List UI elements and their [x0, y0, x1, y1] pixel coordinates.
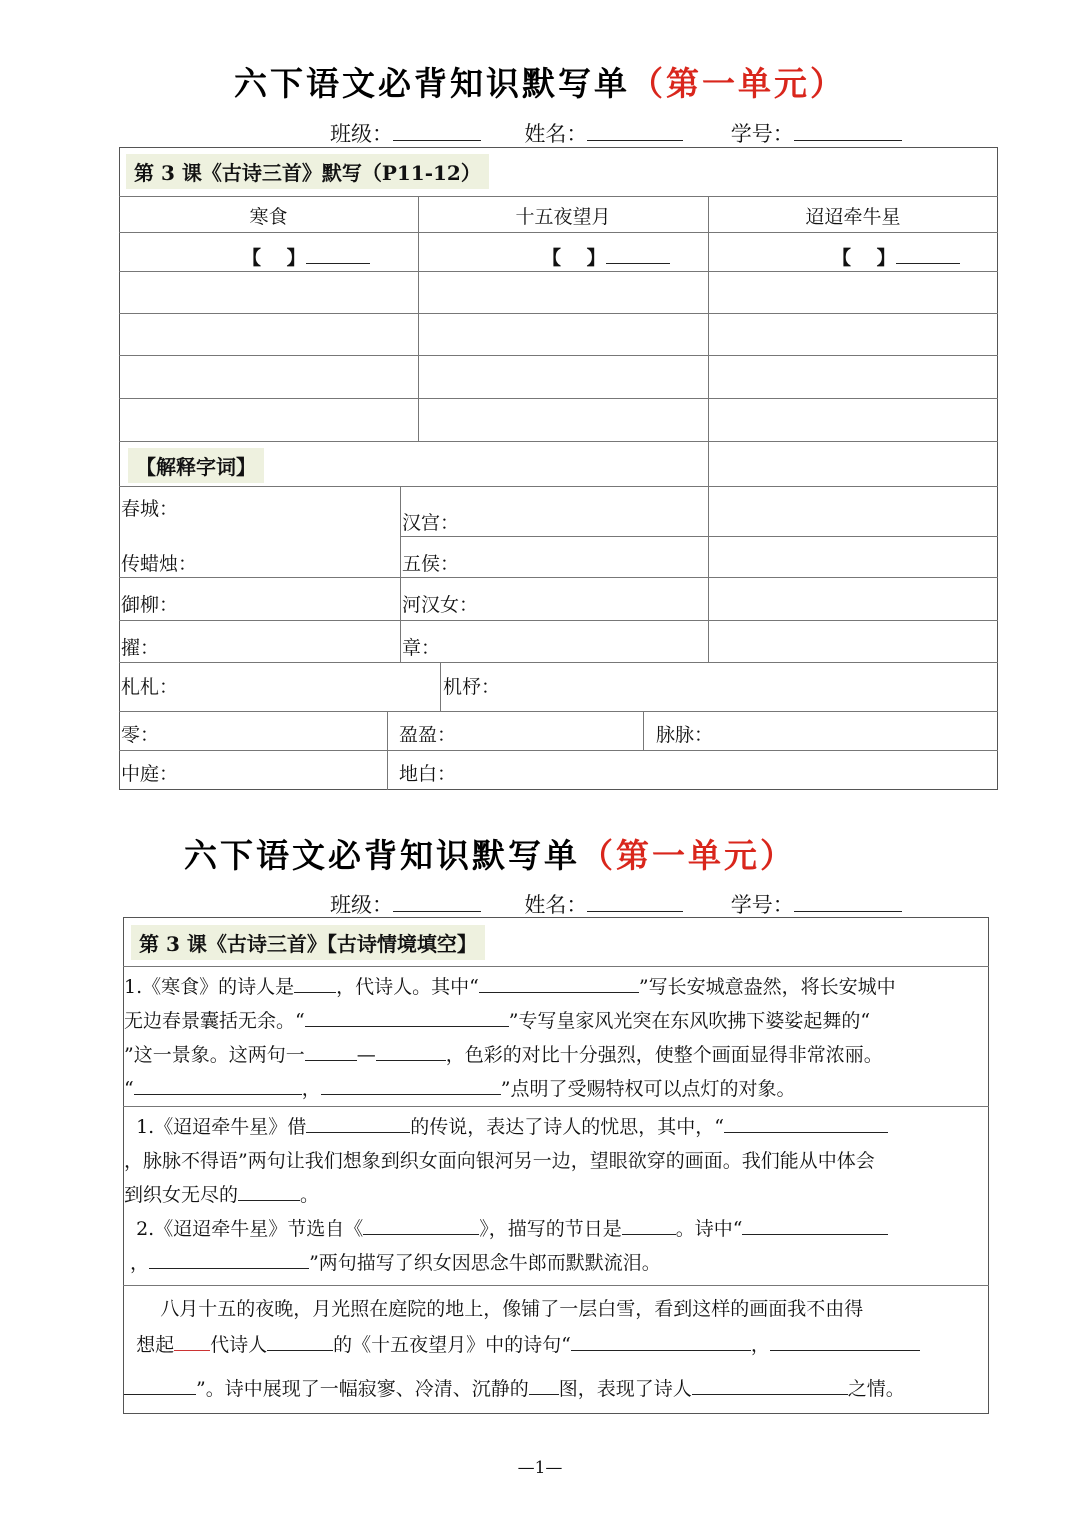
page-number: —1— [517, 1458, 563, 1478]
poem-header-tiaotiao: 迢迢牵牛星 [805, 206, 901, 228]
section-header-dictation: 第 3 课《古诗三首》默写（P11-12） [126, 154, 489, 189]
poem-header-shiwuye: 十五夜望月 [515, 206, 611, 228]
word-yingying: 盈盈： [399, 724, 457, 746]
student-info-bottom: 班级： 姓名： 学号： [330, 889, 902, 919]
word-yuliu: 御柳： [121, 594, 179, 616]
name-field[interactable] [587, 122, 683, 141]
word-hehannv: 河汉女： [402, 594, 479, 616]
student-id-field[interactable] [794, 893, 902, 912]
dynasty-author-tiaotiao[interactable]: 【 】 [832, 243, 960, 270]
word-jizhu: 机杼： [443, 676, 501, 698]
word-zhazha: 札札： [121, 676, 179, 698]
word-ling: 零： [121, 724, 160, 746]
word-chuanlazhu: 传蜡烛： [121, 553, 198, 575]
unit-label: （第一单元） [630, 64, 846, 103]
page-title-bottom: 六下语文必背知识默写单（第一单元） [184, 836, 796, 875]
page-title-top: 六下语文必背知识默写单（第一单元） [234, 64, 846, 103]
section-header-fill-in: 第 3 课《古诗三首》【古诗情境填空】 [131, 925, 485, 960]
student-info-top: 班级： 姓名： 学号： [330, 118, 902, 148]
word-hangong: 汉宫： [402, 512, 460, 534]
question-tiaotiao: 1.《迢迢牵牛星》借 的传说，表达了诗人的忧思，其中，“ ，脉脉不得语”两句让我们想象到织女面向银河另一边，望眼欲穿的画面。我们能从中体会 到织女无尽的 。 2.《迢迢牵牛星》节选自《 》，描写的节日是 。诗中“ ， ”两句描写了织女因思念牛郎而默默流泪。 [124, 1110, 888, 1280]
word-zhongting: 中庭： [121, 763, 179, 785]
dynasty-author-hanshi[interactable]: 【 】 [242, 243, 370, 270]
word-zhuo: 擢： [121, 637, 160, 659]
class-field[interactable] [393, 893, 481, 912]
question-hanshi: 1.《寒食》的诗人是 ，代诗人。其中“ ”写长安城意盎然，将长安城中 无边春景囊括无余。“ ”专写皇家风光突在东风吹拂下婆娑起舞的“ ”这一景象。这两句一 — ，色彩的对比十分强烈，使整个画面显得非常浓丽。 “ ， ”点明了受赐特权可以点灯的对象。 [124, 976, 896, 1100]
unit-label: （第一单元） [580, 836, 796, 875]
word-zhang: 章： [402, 637, 441, 659]
name-field[interactable] [587, 893, 683, 912]
explain-words-header: 【解释字词】 [128, 448, 264, 483]
dynasty-author-shiwuye[interactable]: 【 】 [542, 243, 670, 270]
question-shiwuye: 八月十五的夜晚，月光照在庭院的地上，像铺了一层白雪，看到这样的画面我不由得 想起 代诗人 的《十五夜望月》中的诗句“ ， ”。诗中展现了一幅寂寥、冷清、沉静的 图，表现了诗人 之情。 [124, 1291, 920, 1407]
poem-header-hanshi: 寒食 [249, 206, 288, 228]
word-dibai: 地白： [399, 763, 457, 785]
word-wuhou: 五侯： [402, 553, 460, 575]
student-id-field[interactable] [794, 122, 902, 141]
word-chuncheng: 春城： [121, 498, 179, 520]
word-maimai: 脉脉： [656, 724, 714, 746]
class-field[interactable] [393, 122, 481, 141]
